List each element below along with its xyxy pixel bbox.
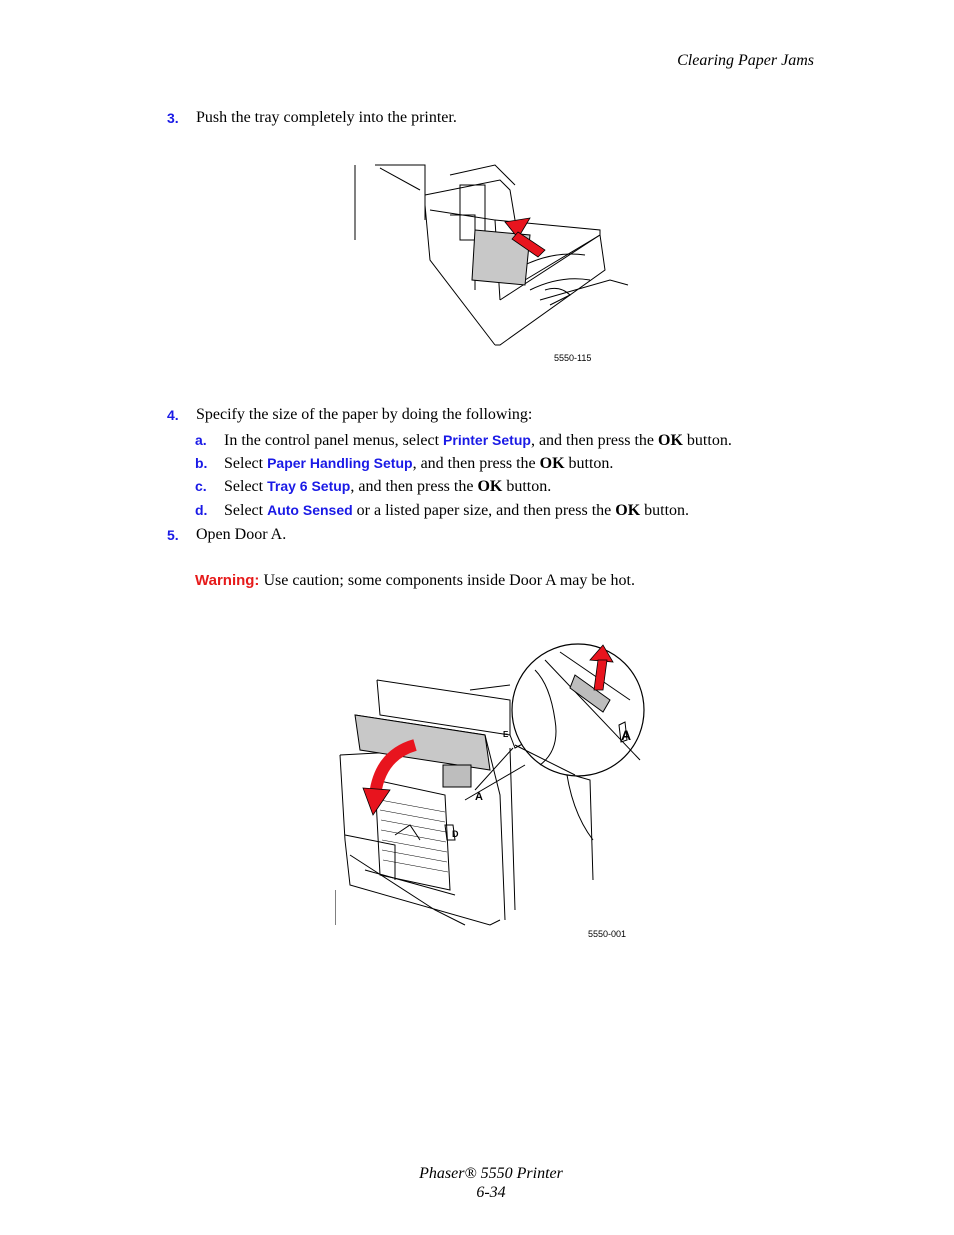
step-text: Specify the size of the paper by doing the following: <box>196 406 533 423</box>
door-d-marker: D <box>452 829 459 839</box>
inset-door-a-marker: A <box>621 727 632 743</box>
step-text: Open Door A. <box>196 526 287 543</box>
menu-name: Tray 6 Setup <box>267 478 351 494</box>
substep-number: c. <box>195 478 207 494</box>
product-name: Phaser® 5550 Printer <box>419 1165 563 1182</box>
warning-label: Warning: <box>195 572 260 589</box>
step-number: 4. <box>167 407 179 423</box>
substep-text: Select Auto Sensed or a listed paper size, and then press the OK button. <box>224 502 690 519</box>
ok-button-name: OK <box>658 432 683 449</box>
step-number: 3. <box>167 110 179 126</box>
running-header: Clearing Paper Jams <box>677 52 814 69</box>
ok-button-name: OK <box>615 502 641 519</box>
door-a-illustration <box>335 640 650 930</box>
ok-button-name: OK <box>539 455 565 472</box>
menu-name: Paper Handling Setup <box>267 455 413 471</box>
zoom-inset <box>512 644 644 776</box>
figure-label: 5550-115 <box>554 353 592 363</box>
warning-text: Use caution; some components inside Door A may be hot. <box>259 572 635 589</box>
figure-label: 5550-001 <box>588 929 627 939</box>
substep-text: In the control panel menus, select Printer Setup, and then press the OK button. <box>224 432 732 449</box>
tray-illustration <box>350 160 635 350</box>
door-a-marker: A <box>475 791 483 803</box>
substep-number: b. <box>195 455 208 471</box>
substep-number: a. <box>195 432 207 448</box>
page-footer <box>0 1164 954 1202</box>
substep-number: d. <box>195 502 208 518</box>
menu-name: Auto Sensed <box>267 502 353 518</box>
step-text: Push the tray completely into the printer. <box>196 109 457 126</box>
substep-text: Select Paper Handling Setup, and then press the OK button. <box>224 455 614 472</box>
door-e-marker: E <box>503 730 509 739</box>
step-number: 5. <box>167 527 179 543</box>
substep-text: Select Tray 6 Setup, and then press the OK button. <box>224 478 552 495</box>
ok-button-name: OK <box>477 478 503 495</box>
menu-name: Printer Setup <box>443 432 531 448</box>
page-number: 6-34 <box>476 1184 506 1201</box>
